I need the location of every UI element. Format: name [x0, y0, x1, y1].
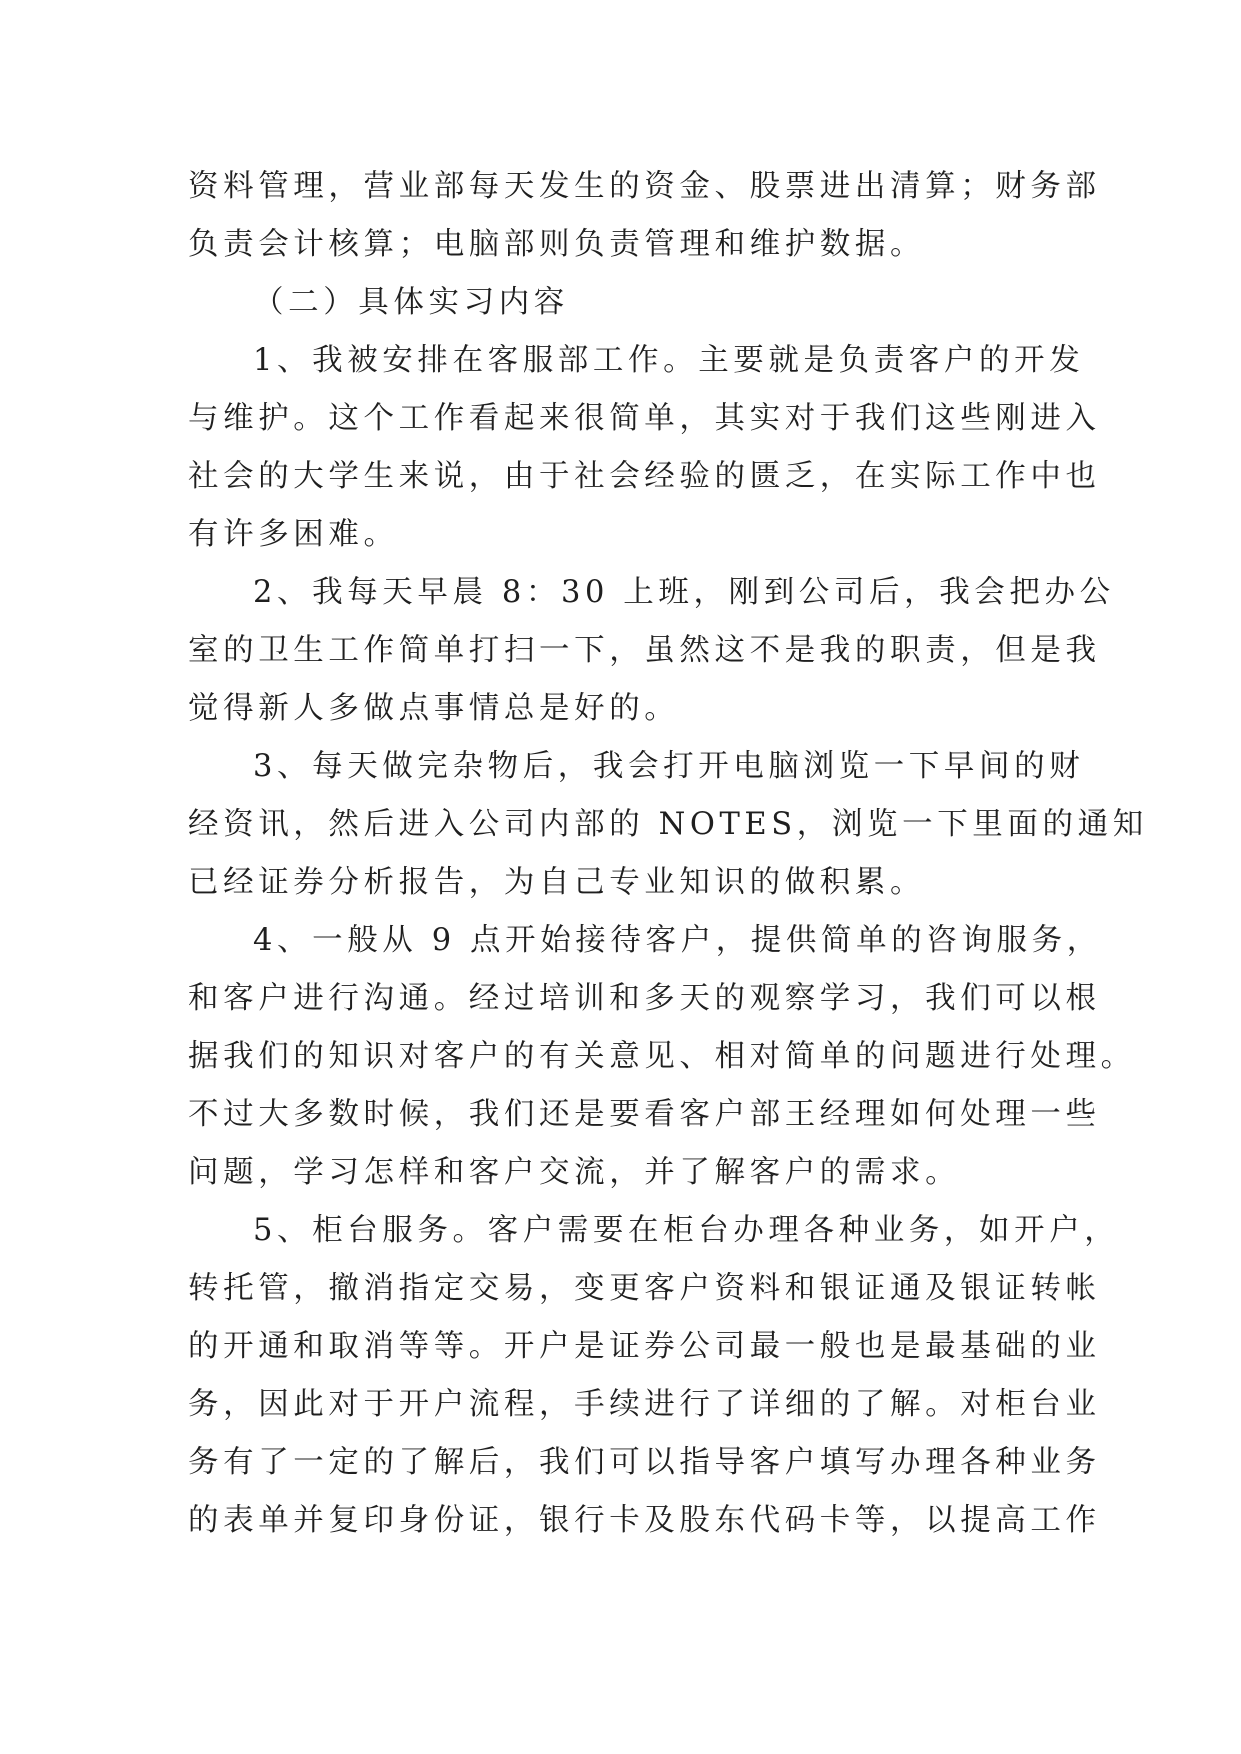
paragraph-1-line: 1、我被安排在客服部工作。主要就是负责客户的开发: [253, 343, 1085, 378]
paragraph-1-line: 有许多困难。: [188, 517, 399, 552]
body-text: [188, 158, 1148, 1550]
paragraph-2-line: 2、我每天早晨 8：30 上班，刚到公司后，我会把办公: [253, 575, 1115, 610]
paragraph-4-line: 不过大多数时候，我们还是要看客户部王经理如何处理一些: [188, 1097, 1101, 1132]
paragraph-1-line: 与维护。这个工作看起来很简单，其实对于我们这些刚进入: [188, 401, 1101, 436]
paragraph-4-line: 4、一般从 9 点开始接待客户，提供简单的咨询服务，: [253, 923, 1102, 958]
paragraph-5-line: 5、柜台服务。客户需要在柜台办理各种业务，如开户，: [253, 1213, 1120, 1248]
paragraph-5-line: 转托管，撤消指定交易，变更客户资料和银证通及银证转帐: [188, 1271, 1101, 1306]
paragraph-2-line: 室的卫生工作简单打扫一下，虽然这不是我的职责，但是我: [188, 633, 1101, 668]
text-line: 负责会计核算；电脑部则负责管理和维护数据。: [188, 227, 926, 262]
paragraph-3-line: 已经证券分析报告，为自己专业知识的做积累。: [188, 865, 926, 900]
paragraph-4-line: 据我们的知识对客户的有关意见、相对简单的问题进行处理。: [188, 1039, 1136, 1074]
paragraph-4-line: 和客户进行沟通。经过培训和多天的观察学习，我们可以根: [188, 981, 1101, 1016]
paragraph-5-line: 的开通和取消等等。开户是证券公司最一般也是最基础的业: [188, 1329, 1101, 1364]
paragraph-5-line: 务，因此对于开户流程，手续进行了详细的了解。对柜台业: [188, 1387, 1101, 1422]
paragraph-4-line: 问题，学习怎样和客户交流，并了解客户的需求。: [188, 1155, 961, 1190]
paragraph-5-line: 务有了一定的了解后，我们可以指导客户填写办理各种业务: [188, 1445, 1101, 1480]
paragraph-2-line: 觉得新人多做点事情总是好的。: [188, 691, 680, 726]
section-heading: （二）具体实习内容: [253, 285, 569, 320]
paragraph-5-line: 的表单并复印身份证，银行卡及股东代码卡等，以提高工作: [188, 1503, 1101, 1538]
text-line: 资料管理，营业部每天发生的资金、股票进出清算；财务部: [188, 169, 1101, 204]
paragraph-1-line: 社会的大学生来说，由于社会经验的匮乏，在实际工作中也: [188, 459, 1101, 494]
paragraph-3-line: 3、每天做完杂物后，我会打开电脑浏览一下早间的财: [253, 749, 1085, 784]
paragraph-3-line: 经资讯，然后进入公司内部的 NOTES，浏览一下里面的通知: [188, 807, 1148, 842]
